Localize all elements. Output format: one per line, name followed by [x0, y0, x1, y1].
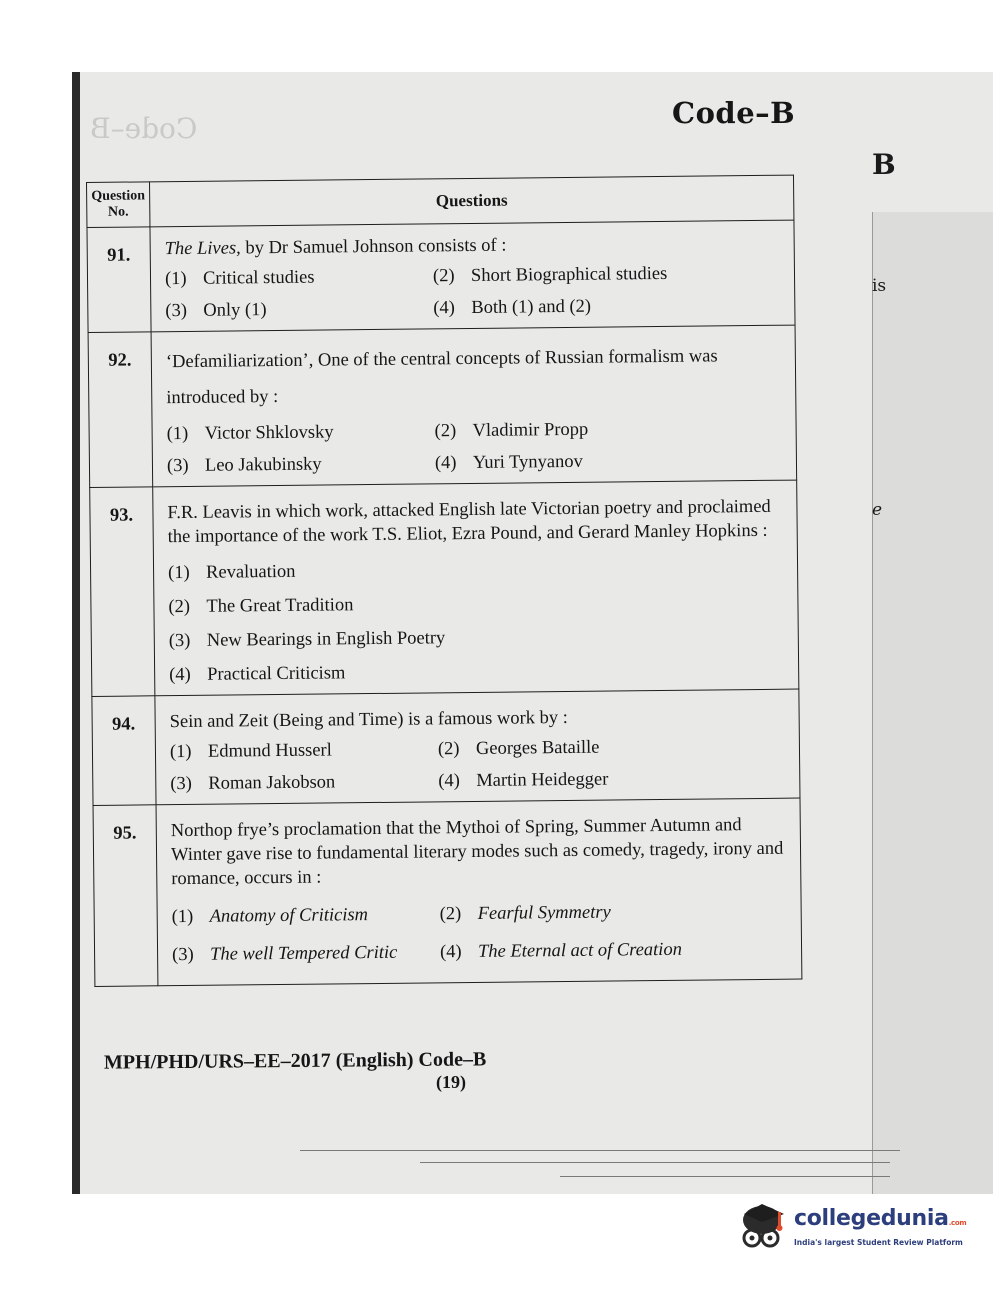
sheet-edge-line — [300, 1150, 900, 1151]
question-number: 91. — [87, 227, 151, 333]
option-number: (4) — [169, 664, 191, 686]
option-number: (4) — [439, 942, 462, 963]
option-text: Vladimir Propp — [472, 419, 589, 441]
brand-dotcom: .com — [948, 1219, 967, 1227]
options-grid — [167, 416, 787, 478]
option-3 — [172, 940, 440, 967]
option-text: The Great Tradition — [206, 595, 354, 617]
option-text: Short Biographical studies — [470, 263, 668, 286]
question-row — [93, 798, 802, 986]
question-number: 93. — [90, 487, 155, 697]
question-row — [92, 689, 800, 805]
ghost-code-text: Code–B — [90, 112, 198, 145]
options-grid — [165, 261, 785, 323]
option-1 — [168, 555, 787, 585]
option-number: (2) — [434, 421, 457, 442]
option-3 — [170, 769, 438, 796]
page-number: (19) — [436, 1072, 466, 1092]
option-number: (1) — [167, 562, 190, 584]
option-number: (2) — [439, 904, 462, 925]
option-text: Martin Heidegger — [476, 769, 609, 791]
question-number: 94. — [92, 696, 156, 806]
option-3 — [169, 623, 788, 653]
options-grid — [170, 734, 790, 796]
underlying-sheet — [872, 212, 993, 1194]
brand-watermark — [738, 1200, 978, 1260]
option-3 — [167, 451, 435, 478]
scan-edge — [72, 72, 80, 1194]
question-row — [90, 480, 799, 696]
question-stem: ‘Defamiliarization’, One of the central concepts of Russian formalism was introduced by : — [165, 346, 718, 409]
option-number: (4) — [438, 771, 460, 792]
option-text: New Bearings in English Poetry — [206, 628, 446, 651]
sheet-edge-line — [420, 1162, 890, 1163]
option-text: Georges Bataille — [475, 737, 600, 759]
option-text: Revaluation — [205, 561, 296, 583]
option-text: Roman Jakobson — [208, 772, 336, 794]
option-text: Both (1) and (2) — [471, 296, 592, 318]
option-1 — [165, 264, 433, 291]
option-number: (4) — [434, 453, 457, 474]
option-text: Fearful Symmetry — [477, 902, 611, 924]
option-number: (3) — [171, 944, 194, 966]
option-2 — [433, 261, 784, 289]
option-number: (2) — [432, 266, 455, 287]
option-2 — [438, 734, 789, 762]
sheet-edge-line — [560, 1176, 890, 1177]
option-number: (1) — [171, 906, 194, 928]
option-2 — [440, 899, 791, 927]
question-body — [150, 220, 795, 332]
option-number: (1) — [169, 741, 192, 763]
question-number: 92. — [88, 332, 153, 488]
option-number: (1) — [166, 423, 189, 445]
option-number: (2) — [168, 596, 191, 618]
question-no-header: Question No. — [87, 182, 150, 228]
option-text: Edmund Husserl — [207, 740, 332, 762]
option-2 — [435, 416, 786, 444]
graduate-face-icon — [738, 1200, 792, 1256]
table-header-row — [87, 175, 794, 227]
options-grid — [172, 899, 792, 967]
option-1 — [172, 902, 440, 929]
option-text: Practical Criticism — [207, 663, 346, 685]
question-row — [88, 325, 797, 487]
option-4 — [435, 448, 786, 476]
option-1 — [167, 419, 435, 446]
question-stem-text: by Dr Samuel Johnson consists of : — [240, 235, 507, 259]
option-number: (3) — [165, 300, 188, 322]
option-1 — [170, 737, 438, 764]
under-sheet-fragment-is: is — [872, 276, 887, 296]
page-code-heading: Code–B — [672, 96, 796, 130]
question-body — [151, 325, 797, 487]
option-number: (3) — [170, 773, 192, 795]
option-4 — [438, 766, 789, 794]
option-text: The Eternal act of Creation — [477, 939, 683, 962]
option-text: Yuri Tynyanov — [472, 451, 583, 473]
under-sheet-letter-b: B — [872, 148, 896, 181]
page-footer: MPH/PHD/URS–EE–2017 (English) Code–B — [103, 1048, 487, 1074]
option-4 — [440, 937, 791, 965]
question-stem: F.R. Leavis in which work, attacked English late Victorian poetry and proclaimed the importance of the work T.S. Eliot, Ezra Pound, and Gerard Manley Hopkins : — [167, 496, 771, 548]
option-2 — [168, 589, 787, 619]
question-stem: Sein and Zeit (Being and Time) is a famous work by : — [169, 707, 568, 733]
option-number: (3) — [166, 455, 189, 477]
option-3 — [165, 296, 433, 323]
brand-name — [794, 1206, 966, 1231]
option-4 — [169, 657, 788, 687]
question-body — [153, 480, 799, 696]
option-text: Victor Shklovsky — [204, 422, 334, 444]
question-row — [87, 220, 795, 332]
questions-header: Questions — [150, 175, 794, 227]
option-text: The well Tempered Critic — [209, 942, 398, 965]
option-text: Leo Jakubinsky — [204, 454, 322, 476]
option-4 — [433, 293, 784, 321]
brand-name-text: collegedunia — [794, 1206, 949, 1231]
question-table — [86, 175, 802, 987]
option-number: (4) — [433, 298, 456, 319]
options-list — [168, 555, 788, 687]
option-number: (1) — [164, 268, 187, 290]
option-number: (2) — [437, 739, 460, 760]
question-number: 95. — [93, 805, 158, 987]
brand-tagline: India's largest Student Review Platform — [794, 1238, 963, 1247]
option-text: Critical studies — [202, 267, 315, 289]
under-sheet-fragment-e: e — [872, 500, 883, 520]
question-stem: Northop frye’s proclamation that the Mythoi of Spring, Summer Autumn and Winter gave rise to fundamental literary modes such as comedy, tragedy, irony and romance, occurs in : — [170, 815, 784, 890]
question-body — [155, 689, 800, 805]
option-text: Only (1) — [203, 300, 267, 321]
option-text: Anatomy of Criticism — [209, 905, 369, 927]
question-body — [156, 798, 802, 986]
question-stem-title: The Lives, — [164, 238, 241, 260]
option-number: (3) — [168, 630, 191, 652]
question-stem — [165, 231, 784, 261]
